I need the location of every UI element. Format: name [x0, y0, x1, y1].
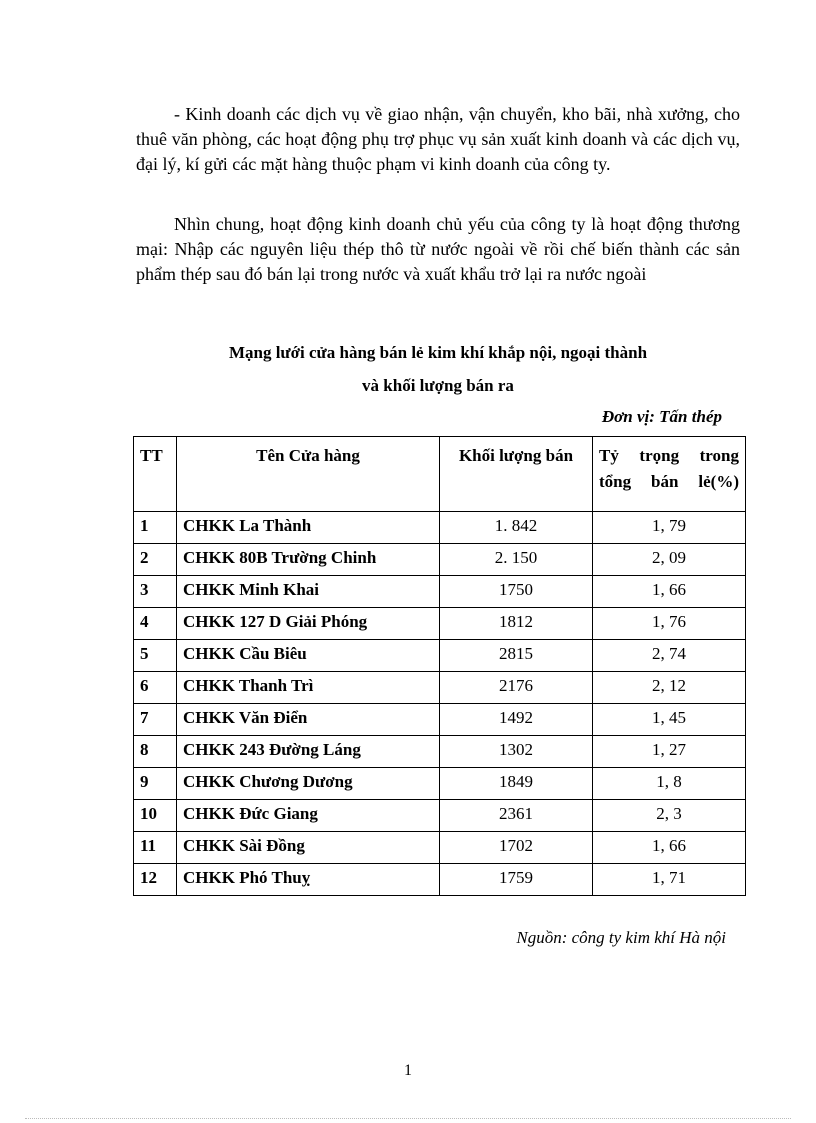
table-row [134, 832, 746, 864]
cell-share: 1, 71 [593, 864, 746, 896]
cell-quantity: 1702 [440, 832, 593, 864]
header-store-name: Tên Cửa hàng [177, 437, 440, 512]
cell-store-name: CHKK Chương Dương [177, 768, 440, 800]
table-row [134, 640, 746, 672]
cell-tt: 4 [134, 608, 177, 640]
table-title-line1: Mạng lưới cửa hàng bán lẻ kim khí khắp nội, ngoại thành [228, 343, 648, 362]
stores-table [133, 436, 746, 896]
table-row [134, 704, 746, 736]
cell-tt: 1 [134, 512, 177, 544]
cell-quantity: 1759 [440, 864, 593, 896]
cell-store-name: CHKK Đức Giang [177, 800, 440, 832]
cell-share: 2, 09 [593, 544, 746, 576]
cell-store-name: CHKK 80B Trường Chinh [177, 544, 440, 576]
cell-store-name: CHKK Minh Khai [177, 576, 440, 608]
header-share: Tỷ trọng trong tổng bán lẻ(%) [593, 437, 746, 512]
cell-quantity: 1812 [440, 608, 593, 640]
unit-label: Đơn vị: Tấn thép [601, 407, 722, 426]
cell-share: 2, 74 [593, 640, 746, 672]
cell-share: 1, 8 [593, 768, 746, 800]
cell-tt: 5 [134, 640, 177, 672]
cell-quantity: 2176 [440, 672, 593, 704]
cell-share: 2, 12 [593, 672, 746, 704]
cell-store-name: CHKK 243 Đường Láng [177, 736, 440, 768]
cell-store-name: CHKK La Thành [177, 512, 440, 544]
cell-tt: 2 [134, 544, 177, 576]
cell-quantity: 1. 842 [440, 512, 593, 544]
cell-quantity: 1492 [440, 704, 593, 736]
table-row [134, 800, 746, 832]
cell-share: 1, 27 [593, 736, 746, 768]
cell-store-name: CHKK 127 D Giải Phóng [177, 608, 440, 640]
cell-tt: 12 [134, 864, 177, 896]
cell-quantity: 2815 [440, 640, 593, 672]
paragraph-services: - Kinh doanh các dịch vụ về giao nhận, vận chuyển, kho bãi, nhà xưởng, cho thuê văn phòng, các hoạt động phụ trợ phục vụ sản xuất kinh doanh và các dịch vụ, đại lý, kí gửi các mặt hàng thuộc phạm vi kinh doanh của công ty. [136, 104, 740, 174]
table-row [134, 576, 746, 608]
cell-tt: 6 [134, 672, 177, 704]
cell-quantity: 1302 [440, 736, 593, 768]
cell-share: 2, 3 [593, 800, 746, 832]
cell-tt: 9 [134, 768, 177, 800]
cell-quantity: 2361 [440, 800, 593, 832]
cell-store-name: CHKK Văn Điển [177, 704, 440, 736]
cell-tt: 11 [134, 832, 177, 864]
paragraph-summary: Nhìn chung, hoạt động kinh doanh chủ yếu của công ty là hoạt động thương mại: Nhập các nguyên liệu thép thô từ nước ngoài về rồi chế biến thành các sản phẩm thép sau đó bán lại trong nước và xuất khẩu trở lại ra nước ngoài [136, 214, 740, 284]
cell-tt: 7 [134, 704, 177, 736]
table-row [134, 736, 746, 768]
cell-tt: 8 [134, 736, 177, 768]
table-header-row [134, 437, 746, 512]
cell-store-name: CHKK Thanh Trì [177, 672, 440, 704]
cell-share: 1, 79 [593, 512, 746, 544]
table-title-line2: và khối lượng bán ra [362, 376, 514, 395]
footer-divider [25, 1118, 791, 1119]
cell-share: 1, 66 [593, 832, 746, 864]
cell-store-name: CHKK Cầu Biêu [177, 640, 440, 672]
cell-quantity: 2. 150 [440, 544, 593, 576]
table-row [134, 768, 746, 800]
cell-share: 1, 76 [593, 608, 746, 640]
table-row [134, 512, 746, 544]
page-number: 1 [404, 1062, 412, 1079]
source-note: Nguồn: công ty kim khí Hà nội [516, 928, 726, 947]
cell-share: 1, 45 [593, 704, 746, 736]
table-row [134, 672, 746, 704]
cell-tt: 10 [134, 800, 177, 832]
cell-tt: 3 [134, 576, 177, 608]
cell-quantity: 1849 [440, 768, 593, 800]
cell-store-name: CHKK Phó Thuỵ [177, 864, 440, 896]
cell-quantity: 1750 [440, 576, 593, 608]
table-row [134, 608, 746, 640]
cell-share: 1, 66 [593, 576, 746, 608]
table-row [134, 544, 746, 576]
header-quantity: Khối lượng bán [440, 437, 593, 512]
header-tt: TT [134, 437, 177, 512]
table-row [134, 864, 746, 896]
cell-store-name: CHKK Sài Đồng [177, 832, 440, 864]
